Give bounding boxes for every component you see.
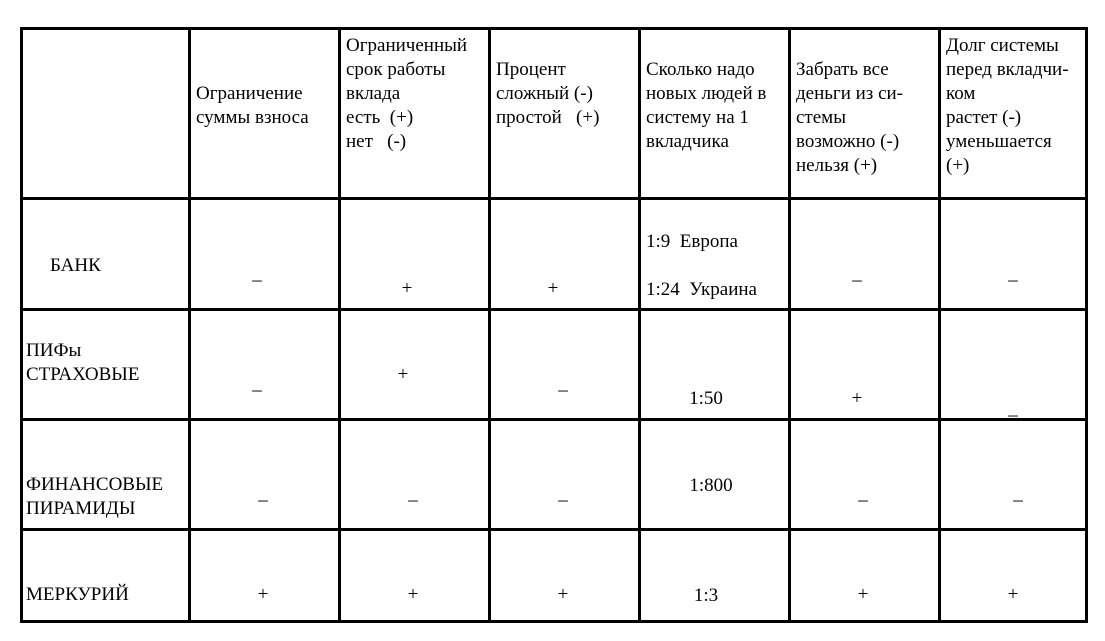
row-label-mercury: МЕРКУРИЙ [26,584,129,605]
column-divider [488,27,491,623]
row-divider [20,197,1088,200]
header-contribution-limit: Ограничение суммы взноса [196,83,309,128]
table-cell: _ [408,483,418,504]
header-interest-type: Процент сложный (-) простой (+) [496,59,600,128]
header-new-people-ratio: Сколько надо новых людей в систему на 1 вкладчика [646,59,767,152]
table-cell-ratio: 1:50 [689,388,723,409]
row-label-funds-insurance: ПИФы СТРАХОВЫЕ [26,340,140,385]
table-cell-ratio: 1:9 Европа 1:24 Украина [646,231,757,300]
table-cell: _ [1008,398,1018,419]
table-cell: + [851,388,863,409]
row-divider [20,308,1088,311]
table-cell: _ [1013,483,1023,504]
table-cell-ratio: 1:3 [693,585,719,606]
table-cell: + [401,278,413,299]
column-divider [938,27,941,623]
table-cell: _ [258,483,268,504]
table-cell: + [257,584,269,605]
comparison-table [20,27,1088,623]
table-cell: + [407,584,419,605]
table-cell: _ [558,483,568,504]
row-divider [20,528,1088,531]
column-divider [638,27,641,623]
table-cell: + [397,364,409,385]
table-cell: + [547,278,559,299]
table-cell: _ [252,263,262,284]
table-border-left [20,27,23,623]
header-system-debt: Долг системы перед вкладчи- ком растет (-) уменьшается (+) [946,35,1069,176]
table-cell-ratio: 1:800 [689,475,733,496]
table-cell: + [857,584,869,605]
column-divider [338,27,341,623]
header-deposit-term: Ограниченный срок работы вклада есть (+) нет (-) [346,35,468,152]
table-cell: _ [852,263,862,284]
table-cell: _ [858,483,868,504]
header-withdraw-all: Забрать все деньги из си- стемы возможно (-) нельзя (+) [796,59,903,176]
table-border-bottom [20,620,1088,623]
table-border-right [1085,27,1088,623]
table-cell: _ [1008,263,1018,284]
table-cell: + [557,584,569,605]
table-border-top [20,27,1088,30]
column-divider [788,27,791,623]
row-label-bank: БАНК [50,255,101,276]
column-divider [188,27,191,623]
table-cell: + [1007,584,1019,605]
row-label-financial-pyramids: ФИНАНСОВЫЕ ПИРАМИДЫ [26,474,164,519]
table-cell: _ [558,373,568,394]
row-divider [20,418,1088,421]
table-cell: _ [252,373,262,394]
